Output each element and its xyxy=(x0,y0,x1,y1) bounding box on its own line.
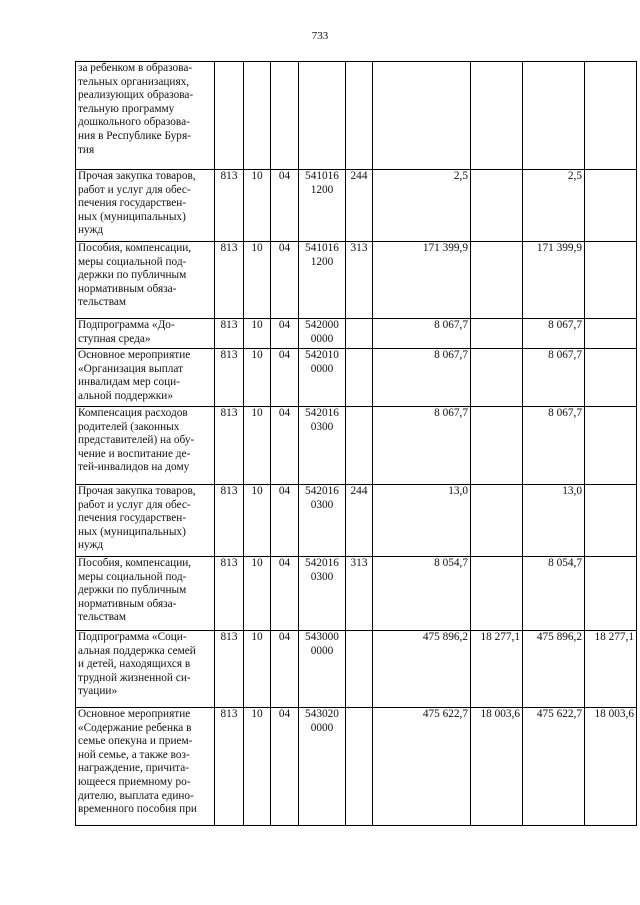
target-article-code xyxy=(299,170,346,242)
description-line: Прочая закупка товаров, xyxy=(78,485,196,497)
target-article-code xyxy=(299,485,346,557)
ministry-code: 813 xyxy=(215,349,244,407)
target-article-code-part: 0300 xyxy=(310,570,334,583)
amount-total: 8 067,7 xyxy=(373,319,471,349)
expense-type-code xyxy=(346,62,373,170)
budget-table xyxy=(75,61,637,826)
amount-federal-2: 18 003,6 xyxy=(585,708,637,826)
description-line: нужд xyxy=(78,539,104,552)
target-article-code xyxy=(299,407,346,485)
expense-type-code: 244 xyxy=(346,485,373,557)
target-article-code-part: 541016 xyxy=(305,242,339,254)
amount-total-2: 475 622,7 xyxy=(523,708,585,826)
table-row xyxy=(76,557,637,631)
row-description xyxy=(76,319,215,349)
description-line: Подпрограмма «Соци- xyxy=(78,631,187,643)
expense-type-code xyxy=(346,708,373,826)
amount-federal: 18 277,1 xyxy=(471,631,523,708)
amount-total-2 xyxy=(523,62,585,170)
target-article-code-part: 542016 xyxy=(305,407,339,419)
ministry-code: 813 xyxy=(215,242,244,319)
ministry-code: 813 xyxy=(215,170,244,242)
amount-total-2: 8 067,7 xyxy=(523,319,585,349)
expense-type-code xyxy=(346,349,373,407)
section-code: 10 xyxy=(244,242,271,319)
expense-type-code: 244 xyxy=(346,170,373,242)
target-article-code xyxy=(299,349,346,407)
expense-type-code: 313 xyxy=(346,557,373,631)
description-line: работ и услуг для обес- xyxy=(78,183,191,196)
description-line: меры социальной под- xyxy=(78,255,187,268)
description-line: Пособия, компенсации, xyxy=(78,242,192,254)
expense-type-code xyxy=(346,631,373,708)
ministry-code: 813 xyxy=(215,631,244,708)
target-article-code-part: 541016 xyxy=(305,170,339,182)
description-line: тельствам xyxy=(78,611,127,624)
table-row xyxy=(76,485,637,557)
subsection-code: 04 xyxy=(271,319,299,349)
amount-total-2: 8 067,7 xyxy=(523,349,585,407)
target-article-code-part: 542010 xyxy=(305,349,339,361)
amount-federal xyxy=(471,407,523,485)
description-line: инвалидам мер соци- xyxy=(78,376,180,389)
description-line: держки по публичным xyxy=(78,584,187,597)
amount-federal xyxy=(471,170,523,242)
ministry-code: 813 xyxy=(215,319,244,349)
section-code: 10 xyxy=(244,557,271,631)
target-article-code-part: 0000 xyxy=(310,332,334,345)
row-description xyxy=(76,485,215,557)
expense-type-code: 313 xyxy=(346,242,373,319)
target-article-code xyxy=(299,631,346,708)
description-line: за ребенком в образова- xyxy=(78,62,193,74)
row-description xyxy=(76,407,215,485)
description-line: дошкольного образова- xyxy=(78,116,190,129)
row-description xyxy=(76,631,215,708)
section-code: 10 xyxy=(244,485,271,557)
subsection-code: 04 xyxy=(271,349,299,407)
amount-total-2: 2,5 xyxy=(523,170,585,242)
amount-federal xyxy=(471,557,523,631)
description-line: тельных организациях, xyxy=(78,75,190,88)
amount-federal xyxy=(471,485,523,557)
table-row xyxy=(76,319,637,349)
description-line: дителю, выплата едино- xyxy=(78,789,194,802)
amount-total: 8 067,7 xyxy=(373,349,471,407)
table-row xyxy=(76,170,637,242)
amount-total: 171 399,9 xyxy=(373,242,471,319)
target-article-code-part: 0000 xyxy=(310,644,334,657)
amount-total: 13,0 xyxy=(373,485,471,557)
description-line: трудной жизненной си- xyxy=(78,671,191,684)
amount-federal-2 xyxy=(585,349,637,407)
description-line: тельную программу xyxy=(78,102,175,115)
subsection-code: 04 xyxy=(271,407,299,485)
amount-total: 8 054,7 xyxy=(373,557,471,631)
description-line: «Содержание ребенка в xyxy=(78,721,192,734)
table-row xyxy=(76,62,637,170)
amount-federal-2 xyxy=(585,485,637,557)
table-row xyxy=(76,631,637,708)
table-row xyxy=(76,708,637,826)
target-article-code-part: 0300 xyxy=(310,420,334,433)
subsection-code xyxy=(271,62,299,170)
section-code: 10 xyxy=(244,170,271,242)
target-article-code xyxy=(299,708,346,826)
table-row xyxy=(76,407,637,485)
target-article-code-part: 543020 xyxy=(305,708,339,720)
description-line: ной семье, а также воз- xyxy=(78,748,190,761)
amount-federal-2 xyxy=(585,319,637,349)
description-line: ных (муниципальных) xyxy=(78,525,186,538)
subsection-code: 04 xyxy=(271,242,299,319)
description-line: ния в Республике Буря- xyxy=(78,129,191,142)
description-line: держки по публичным xyxy=(78,269,187,282)
amount-federal-2 xyxy=(585,407,637,485)
amount-total-2: 171 399,9 xyxy=(523,242,585,319)
amount-total: 475 622,7 xyxy=(373,708,471,826)
description-line: реализующих образова- xyxy=(78,89,194,102)
description-line: тия xyxy=(78,143,95,156)
amount-federal-2 xyxy=(585,557,637,631)
target-article-code-part: 542016 xyxy=(305,485,339,497)
description-line: представителей) на обу- xyxy=(78,434,195,447)
ministry-code: 813 xyxy=(215,708,244,826)
ministry-code: 813 xyxy=(215,485,244,557)
section-code: 10 xyxy=(244,631,271,708)
target-article-code xyxy=(299,557,346,631)
amount-total xyxy=(373,62,471,170)
amount-total-2: 8 054,7 xyxy=(523,557,585,631)
description-line: ных (муниципальных) xyxy=(78,210,186,223)
description-line: тей-инвалидов на дому xyxy=(78,461,190,474)
target-article-code-part: 0000 xyxy=(310,362,334,375)
description-line: Основное мероприятие xyxy=(78,349,191,361)
ministry-code: 813 xyxy=(215,557,244,631)
description-line: чение и воспитание де- xyxy=(78,447,191,460)
expense-type-code xyxy=(346,319,373,349)
target-article-code-part: 542016 xyxy=(305,557,339,569)
amount-federal-2 xyxy=(585,170,637,242)
amount-federal xyxy=(471,62,523,170)
amount-total-2: 475 896,2 xyxy=(523,631,585,708)
subsection-code: 04 xyxy=(271,708,299,826)
amount-federal xyxy=(471,349,523,407)
target-article-code-part: 542000 xyxy=(305,319,339,331)
target-article-code-part: 543000 xyxy=(305,631,339,643)
amount-total-2: 8 067,7 xyxy=(523,407,585,485)
section-code: 10 xyxy=(244,407,271,485)
target-article-code-part: 1200 xyxy=(310,255,334,268)
table-row xyxy=(76,349,637,407)
description-line: награждение, причита- xyxy=(78,762,189,775)
section-code: 10 xyxy=(244,708,271,826)
table-row xyxy=(76,242,637,319)
description-line: временного пособия при xyxy=(78,803,197,816)
amount-total: 8 067,7 xyxy=(373,407,471,485)
description-line: Подпрограмма «До- xyxy=(78,319,175,331)
amount-total: 2,5 xyxy=(373,170,471,242)
description-line: ющееся приемному ро- xyxy=(78,775,191,788)
description-line: меры социальной под- xyxy=(78,570,187,583)
description-line: нормативным обяза- xyxy=(78,282,177,295)
description-line: родителей (законных xyxy=(78,420,180,433)
description-line: нормативным обяза- xyxy=(78,597,177,610)
description-line: печения государствен- xyxy=(78,512,187,525)
description-line: и детей, находящихся в xyxy=(78,658,191,671)
description-line: Компенсация расходов xyxy=(78,407,188,419)
amount-federal xyxy=(471,242,523,319)
subsection-code: 04 xyxy=(271,557,299,631)
description-line: альной поддержки» xyxy=(78,389,173,402)
target-article-code xyxy=(299,319,346,349)
description-line: семье опекуна и прием- xyxy=(78,735,193,748)
amount-total-2: 13,0 xyxy=(523,485,585,557)
page-number: 733 xyxy=(311,30,329,42)
subsection-code: 04 xyxy=(271,485,299,557)
section-code: 10 xyxy=(244,319,271,349)
section-code: 10 xyxy=(244,349,271,407)
description-line: Основное мероприятие xyxy=(78,708,191,720)
row-description xyxy=(76,62,215,170)
description-line: «Организация выплат xyxy=(78,362,184,375)
amount-federal xyxy=(471,319,523,349)
ministry-code: 813 xyxy=(215,407,244,485)
target-article-code-part: 1200 xyxy=(310,183,334,196)
description-line: ступная среда» xyxy=(78,332,151,345)
row-description xyxy=(76,170,215,242)
description-line: Пособия, компенсации, xyxy=(78,557,192,569)
target-article-code xyxy=(299,242,346,319)
row-description xyxy=(76,557,215,631)
description-line: туации» xyxy=(78,685,118,698)
target-article-code-part: 0000 xyxy=(310,721,334,734)
subsection-code: 04 xyxy=(271,170,299,242)
row-description xyxy=(76,242,215,319)
section-code xyxy=(244,62,271,170)
subsection-code: 04 xyxy=(271,631,299,708)
amount-federal: 18 003,6 xyxy=(471,708,523,826)
description-line: тельствам xyxy=(78,296,127,309)
description-line: альная поддержка семей xyxy=(78,644,196,657)
row-description xyxy=(76,349,215,407)
description-line: нужд xyxy=(78,224,104,237)
target-article-code xyxy=(299,62,346,170)
budget-table-body xyxy=(76,62,637,826)
description-line: работ и услуг для обес- xyxy=(78,498,191,511)
ministry-code xyxy=(215,62,244,170)
amount-federal-2 xyxy=(585,242,637,319)
amount-total: 475 896,2 xyxy=(373,631,471,708)
amount-federal-2 xyxy=(585,62,637,170)
target-article-code-part: 0300 xyxy=(310,498,334,511)
description-line: Прочая закупка товаров, xyxy=(78,170,196,182)
row-description xyxy=(76,708,215,826)
amount-federal-2: 18 277,1 xyxy=(585,631,637,708)
description-line: печения государствен- xyxy=(78,197,187,210)
expense-type-code xyxy=(346,407,373,485)
